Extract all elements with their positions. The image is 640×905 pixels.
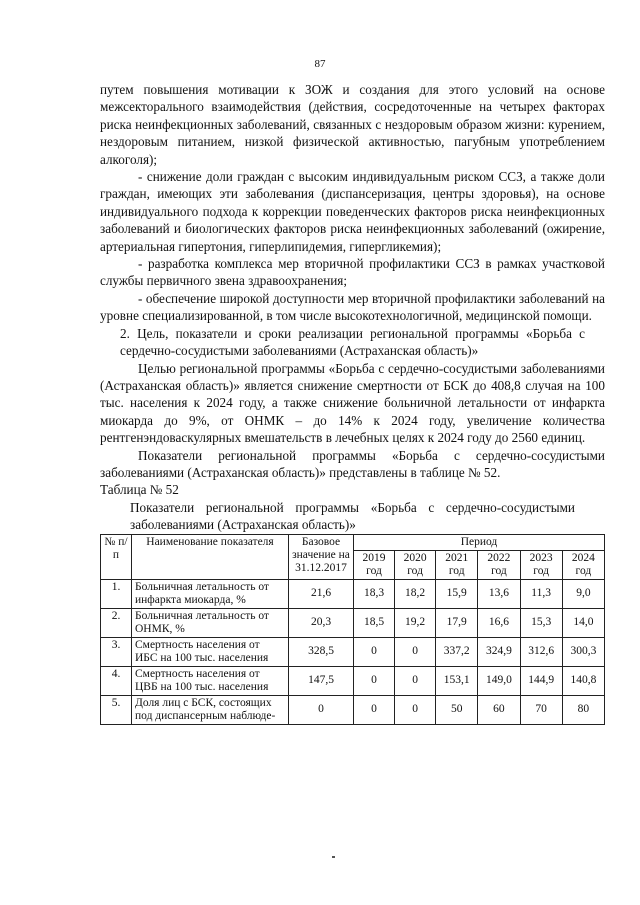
year-value: 60 [478, 695, 520, 724]
row-number: 2. [101, 608, 132, 637]
year-value: 140,8 [562, 666, 604, 695]
header-year: 2023 год [520, 550, 562, 579]
indicator-name: Смертность населения от ИБС на 100 тыс. населения [132, 637, 289, 666]
year-value: 324,9 [478, 637, 520, 666]
year-value: 149,0 [478, 666, 520, 695]
table-body [101, 579, 605, 724]
paragraph-1: путем повышения мотивации к ЗОЖ и создания для этого условий на основе межсекторального взаимодействия (действия, сосредоточенные на четырех факторах риска неинфекционных заболеваний, связанных с нездоровым образом жизни: курением, нездоровым питанием, низкой физической активностью, пагубным употреблением алкоголя); [100, 82, 605, 167]
table-row [101, 579, 605, 608]
year-value: 14,0 [562, 608, 604, 637]
year-value: 80 [562, 695, 604, 724]
year-value: 16,6 [478, 608, 520, 637]
year-value: 0 [395, 666, 436, 695]
base-value: 21,6 [289, 579, 354, 608]
table-row [101, 608, 605, 637]
year-value: 0 [354, 666, 395, 695]
indicator-name: Больничная летальность от инфаркта миокарда, % [132, 579, 289, 608]
row-number: 1. [101, 579, 132, 608]
scan-dot [332, 856, 335, 858]
page-number: 87 [314, 58, 326, 70]
year-value: 15,9 [436, 579, 478, 608]
header-num: № п/п [101, 534, 132, 579]
paragraph-4: - обеспечение широкой доступности мер вторичной профилактики заболеваний на уровне специализированной, в том числе высокотехнологичной, медицинской помощи. [100, 290, 605, 324]
year-value: 13,6 [478, 579, 520, 608]
header-year: 2022 год [478, 550, 520, 579]
year-value: 19,2 [395, 608, 436, 637]
table-title: Показатели региональной программы «Борьба с сердечно-сосудистыми заболеваниями (Астраханская область)» [130, 499, 575, 533]
indicator-name: Доля лиц с БСК, состоящих под диспансерным наблюде- [132, 695, 289, 724]
base-value: 147,5 [289, 666, 354, 695]
header-year: 2024 год [562, 550, 604, 579]
year-value: 300,3 [562, 637, 604, 666]
year-value: 18,2 [395, 579, 436, 608]
row-number: 3. [101, 637, 132, 666]
indicator-name: Смертность населения от ЦВБ на 100 тыс. населения [132, 666, 289, 695]
header-name: Наименование показателя [132, 534, 289, 579]
row-number: 5. [101, 695, 132, 724]
table-row [101, 666, 605, 695]
year-value: 337,2 [436, 637, 478, 666]
base-value: 20,3 [289, 608, 354, 637]
year-value: 18,5 [354, 608, 395, 637]
paragraph-6: Показатели региональной программы «Борьба с сердечно-сосудистыми заболеваниями (Астраханская область)» представлены в таблице № 52. [100, 447, 605, 480]
year-value: 0 [395, 695, 436, 724]
header-year: 2021 год [436, 550, 478, 579]
paragraph-3: - разработка комплекса мер вторичной профилактики ССЗ в рамках участковой службы первичного звена здравоохранения; [100, 256, 605, 289]
row-number: 4. [101, 666, 132, 695]
table-row [101, 637, 605, 666]
header-year: 2020 год [395, 550, 436, 579]
year-value: 70 [520, 695, 562, 724]
header-period: Период [354, 534, 605, 550]
year-value: 15,3 [520, 608, 562, 637]
paragraph-2: - снижение доли граждан с высоким индивидуальным риском ССЗ, а также доли граждан, имеющих эти заболевания (диспансеризация, центры здоровья), на основе индивидуального подхода к коррекции поведенческих факторов риска неинфекционных заболеваний и биологических факторов риска неинфекционных заболеваний (ожирение, артериальная гипертония, гиперлипидемия, гипергликемия); [100, 169, 605, 254]
base-value: 0 [289, 695, 354, 724]
header-year: 2019 год [354, 550, 395, 579]
year-value: 17,9 [436, 608, 478, 637]
year-value: 312,6 [520, 637, 562, 666]
header-base: Базовое значение на 31.12.2017 [289, 534, 354, 579]
paragraph-5: Целью региональной программы «Борьба с сердечно-сосудистыми заболеваниями (Астраханская область)» является снижение смертности от БСК до 408,8 случая на 100 тыс. населения к 2024 году, а также снижение больничной летальности от инфаркта миокарда до 9%, от ОНМК – до 14% к 2024 году, увеличение количества рентгенэндоваскулярных вмешательств в лечебных целях к 2024 году до 2560 единиц. [100, 360, 605, 446]
base-value: 328,5 [289, 637, 354, 666]
indicator-name: Больничная летальность от ОНМК, % [132, 608, 289, 637]
year-value: 0 [354, 695, 395, 724]
table-label: Таблица № 52 [100, 482, 179, 498]
year-value: 18,3 [354, 579, 395, 608]
year-value: 153,1 [436, 666, 478, 695]
table-row [101, 695, 605, 724]
year-value: 9,0 [562, 579, 604, 608]
year-value: 144,9 [520, 666, 562, 695]
section-heading: 2. Цель, показатели и сроки реализации региональной программы «Борьба с сердечно-сосудистыми заболеваниями (Астраханская область)» [120, 325, 585, 359]
year-value: 0 [354, 637, 395, 666]
year-value: 0 [395, 637, 436, 666]
year-value: 11,3 [520, 579, 562, 608]
year-value: 50 [436, 695, 478, 724]
document-body [100, 81, 605, 725]
indicators-table [100, 534, 605, 725]
